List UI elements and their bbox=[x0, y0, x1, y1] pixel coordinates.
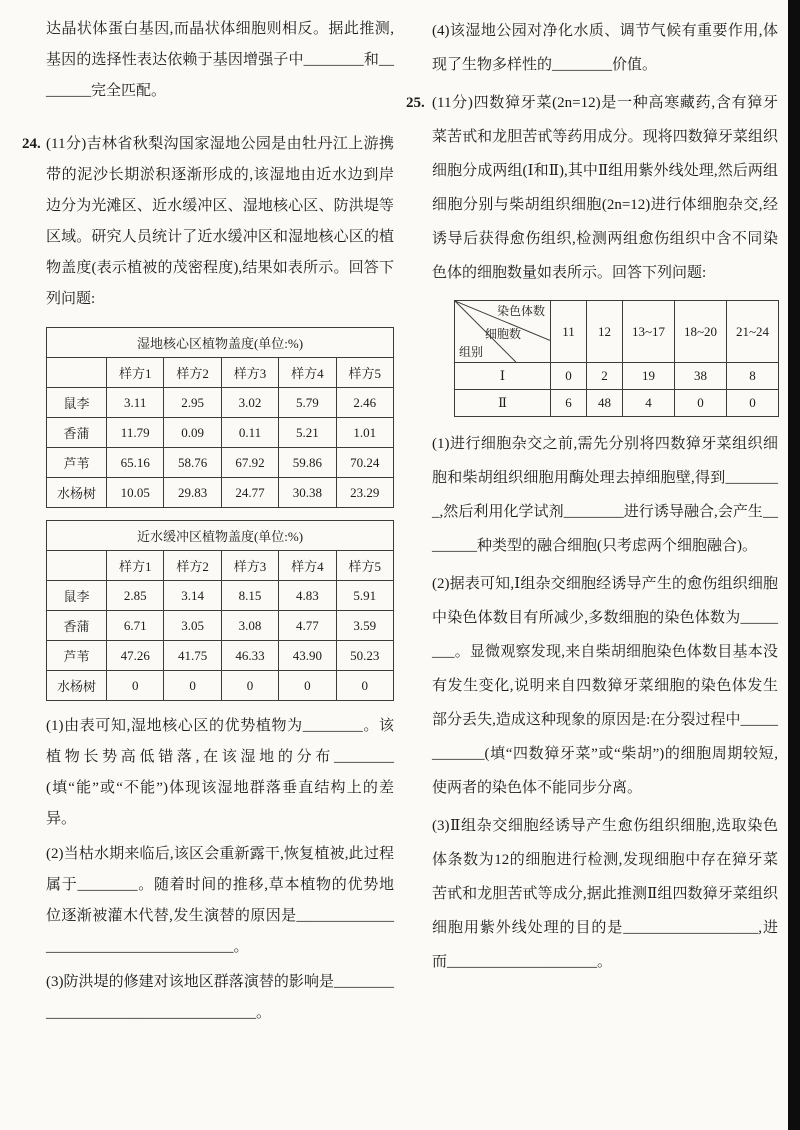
table-cell: 0 bbox=[675, 390, 727, 417]
table-cell: 19 bbox=[623, 363, 675, 390]
table-cell: 4 bbox=[623, 390, 675, 417]
chromosome-count-table bbox=[454, 300, 779, 417]
corner-label-cell-count: 细胞数 bbox=[485, 327, 522, 341]
table-cell: 30.38 bbox=[279, 478, 336, 508]
table-row bbox=[455, 390, 779, 417]
table-cell: 1.01 bbox=[336, 418, 393, 448]
table-cell: 6.71 bbox=[107, 611, 164, 641]
table-title: 湿地核心区植物盖度(单位:%) bbox=[47, 328, 394, 358]
table-header-cell: 样方2 bbox=[164, 551, 221, 581]
table-row bbox=[47, 418, 394, 448]
table-cell: 24.77 bbox=[221, 478, 278, 508]
table-cell: 8.15 bbox=[221, 581, 278, 611]
table-cell: 2 bbox=[587, 363, 623, 390]
table-cell: Ⅱ bbox=[455, 390, 551, 417]
table-cell: 3.11 bbox=[107, 388, 164, 418]
table-header-cell: 11 bbox=[551, 301, 587, 363]
buffer-zone-cover-table bbox=[46, 520, 394, 701]
table-cell: 0.11 bbox=[221, 418, 278, 448]
table-header-cell: 样方1 bbox=[107, 358, 164, 388]
question-23-continuation-text: 达晶状体蛋白基因,而晶状体细胞则相反。据此推测,基因的选择性表达依赖于基因增强子中________和________完全匹配。 bbox=[46, 21, 394, 99]
table-header-cell: 样方1 bbox=[107, 551, 164, 581]
table-header-cell: 样方3 bbox=[221, 358, 278, 388]
table-row bbox=[455, 363, 779, 390]
table-cell: 3.08 bbox=[221, 611, 278, 641]
table-header-cell: 18~20 bbox=[675, 301, 727, 363]
table-row bbox=[47, 388, 394, 418]
table-cell: 10.05 bbox=[107, 478, 164, 508]
table-header-cell: 12 bbox=[587, 301, 623, 363]
table-header-row bbox=[47, 358, 394, 388]
question-25-sub3: (3)Ⅱ组杂交细胞经诱导产生愈伤组织细胞,选取染色体条数为12的细胞进行检测,发现细胞中存在獐牙菜苦甙和龙胆苦甙等成分,据此推测Ⅱ组四数獐牙菜组织细胞用紫外线处理的目的是__________________,进而____________________。 bbox=[432, 818, 778, 970]
table-cell: 0 bbox=[107, 671, 164, 701]
table-header-cell bbox=[47, 551, 107, 581]
table-cell: 38 bbox=[675, 363, 727, 390]
table-cell: 59.86 bbox=[279, 448, 336, 478]
table-header-cell: 样方5 bbox=[336, 551, 393, 581]
table-cell: 芦苇 bbox=[47, 448, 107, 478]
table-header-cell: 样方5 bbox=[336, 358, 393, 388]
table-cell: 0.09 bbox=[164, 418, 221, 448]
table-title-row bbox=[47, 521, 394, 551]
table-cell: 0 bbox=[551, 363, 587, 390]
question-24-sub1: (1)由表可知,湿地核心区的优势植物为________。该植物长势高低错落,在该湿地的分布________(填“能”或“不能”)体现该湿地群落垂直结构上的差异。 bbox=[46, 718, 394, 827]
corner-label-group: 组别 bbox=[459, 345, 484, 359]
question-25-stem: (11分)四数獐牙菜(2n=12)是一种高寒藏药,含有獐牙菜苦甙和龙胆苦甙等药用成分。现将四数獐牙菜组织细胞分成两组(Ⅰ和Ⅱ),其中Ⅱ组用紫外线处理,然后两组细胞分别与柴胡组织细胞(2n=12)进行体细胞杂交,经诱导后获得愈伤组织,检测两组愈伤组织中含不同染色体的细胞数量如表所示。回答下列问题: bbox=[432, 95, 778, 281]
table-cell: 3.59 bbox=[336, 611, 393, 641]
table-cell: 5.91 bbox=[336, 581, 393, 611]
table-title: 近水缓冲区植物盖度(单位:%) bbox=[47, 521, 394, 551]
table-cell: 67.92 bbox=[221, 448, 278, 478]
question-24-body bbox=[46, 129, 394, 1029]
table-cell: 芦苇 bbox=[47, 641, 107, 671]
diagonal-header-cell bbox=[455, 301, 551, 363]
table-row bbox=[47, 671, 394, 701]
table-cell: 4.83 bbox=[279, 581, 336, 611]
table-cell: 4.77 bbox=[279, 611, 336, 641]
table-cell: 香蒲 bbox=[47, 418, 107, 448]
table-header-row bbox=[47, 551, 394, 581]
table-cell: 0 bbox=[164, 671, 221, 701]
question-24-stem: (11分)吉林省秋梨沟国家湿地公园是由牡丹江上游携带的泥沙长期淤积逐渐形成的,该湿地由近水边到岸边分为光滩区、近水缓冲区、湿地核心区、防洪堤等区域。研究人员统计了近水缓冲区和湿地核心区的植物盖度(表示植被的茂密程度),结果如表所示。回答下列问题: bbox=[46, 136, 394, 307]
table-cell: 43.90 bbox=[279, 641, 336, 671]
table-header-cell: 样方4 bbox=[279, 551, 336, 581]
table-row bbox=[47, 641, 394, 671]
table-cell: 41.75 bbox=[164, 641, 221, 671]
table-row bbox=[47, 478, 394, 508]
table-cell: 65.16 bbox=[107, 448, 164, 478]
question-24-number: 24. bbox=[22, 136, 41, 152]
table-cell: Ⅰ bbox=[455, 363, 551, 390]
table-cell: 47.26 bbox=[107, 641, 164, 671]
table-row bbox=[47, 448, 394, 478]
question-25 bbox=[406, 86, 778, 979]
table-row bbox=[47, 581, 394, 611]
table-cell: 11.79 bbox=[107, 418, 164, 448]
question-24-sub2: (2)当枯水期来临后,该区会重新露干,恢复植被,此过程属于________。随着时间的推移,草本植物的优势地位逐渐被灌木代替,发生演替的原因是______________________________________。 bbox=[46, 846, 394, 955]
table-header-cell: 样方3 bbox=[221, 551, 278, 581]
right-column bbox=[406, 14, 778, 979]
table-cell: 29.83 bbox=[164, 478, 221, 508]
table-header-cell bbox=[47, 358, 107, 388]
question-24-sub4: (4)该湿地公园对净化水质、调节气候有重要作用,体现了生物多样性的________价值。 bbox=[432, 23, 778, 73]
table-cell: 46.33 bbox=[221, 641, 278, 671]
table-cell: 5.79 bbox=[279, 388, 336, 418]
question-25-sub1: (1)进行细胞杂交之前,需先分别将四数獐牙菜组织细胞和柴胡组织细胞用酶处理去掉细胞壁,得到________,然后利用化学试剂________进行诱导融合,会产生________种类型的融合细胞(只考虑两个细胞融合)。 bbox=[432, 436, 778, 554]
core-zone-cover-table bbox=[46, 327, 394, 508]
table-header-cell: 样方4 bbox=[279, 358, 336, 388]
table-cell: 48 bbox=[587, 390, 623, 417]
table-cell: 3.05 bbox=[164, 611, 221, 641]
table-header-cell: 21~24 bbox=[727, 301, 779, 363]
table-header-cell: 13~17 bbox=[623, 301, 675, 363]
left-column bbox=[22, 14, 394, 1029]
table-cell: 0 bbox=[279, 671, 336, 701]
question-25-number: 25. bbox=[406, 95, 425, 111]
table-row bbox=[47, 611, 394, 641]
table-cell: 58.76 bbox=[164, 448, 221, 478]
table-cell: 23.29 bbox=[336, 478, 393, 508]
scan-edge-strip bbox=[788, 0, 800, 1130]
table-cell: 0 bbox=[727, 390, 779, 417]
question-25-sub2: (2)据表可知,Ⅰ组杂交细胞经诱导产生的愈伤组织细胞中染色体数目有所减少,多数细胞的染色体数为________。显微观察发现,来自柴胡细胞染色体数目基本没有发生变化,说明来自四数獐牙菜细胞的染色体发生部分丢失,造成这种现象的原因是:在分裂过程中____________(填“四数獐牙菜”或“柴胡”)的细胞周期较短,使两者的染色体不能同步分离。 bbox=[432, 576, 778, 796]
table-cell: 5.21 bbox=[279, 418, 336, 448]
question-25-body bbox=[432, 86, 778, 979]
table-cell: 6 bbox=[551, 390, 587, 417]
table-cell: 水杨树 bbox=[47, 671, 107, 701]
table-cell: 70.24 bbox=[336, 448, 393, 478]
table-header-cell: 样方2 bbox=[164, 358, 221, 388]
table-cell: 2.95 bbox=[164, 388, 221, 418]
table-title-row bbox=[47, 328, 394, 358]
table-cell: 8 bbox=[727, 363, 779, 390]
table-cell: 0 bbox=[336, 671, 393, 701]
table-cell: 水杨树 bbox=[47, 478, 107, 508]
table-cell: 50.23 bbox=[336, 641, 393, 671]
table-cell: 0 bbox=[221, 671, 278, 701]
question-24 bbox=[22, 129, 394, 1029]
table-cell: 香蒲 bbox=[47, 611, 107, 641]
table-cell: 2.85 bbox=[107, 581, 164, 611]
table-cell: 鼠李 bbox=[47, 388, 107, 418]
question-24-sub3: (3)防洪堤的修建对该地区群落演替的影响是____________________________________。 bbox=[46, 974, 394, 1021]
corner-label-chromosome-count: 染色体数 bbox=[496, 304, 545, 318]
chromosome-table-header-row bbox=[455, 301, 779, 363]
table-cell: 鼠李 bbox=[47, 581, 107, 611]
table-cell: 3.02 bbox=[221, 388, 278, 418]
table-cell: 2.46 bbox=[336, 388, 393, 418]
table-cell: 3.14 bbox=[164, 581, 221, 611]
